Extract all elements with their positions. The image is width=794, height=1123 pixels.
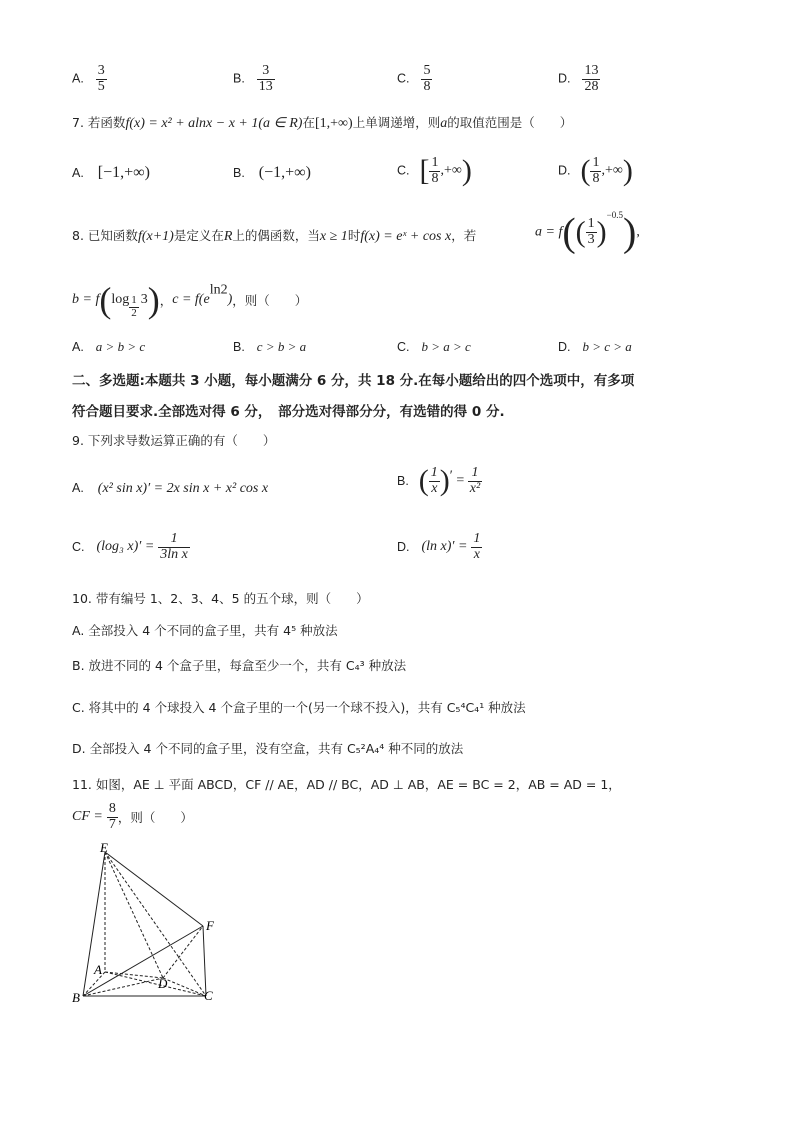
- log-base: $\frac{1}{2}$: [131, 293, 137, 319]
- edge-AC: [105, 972, 206, 996]
- q7-option-b[interactable]: B. (−1,+∞): [233, 164, 311, 181]
- q7-option-a[interactable]: A. [−1,+∞): [72, 164, 150, 181]
- edge-DF: [163, 926, 203, 978]
- section-heading-line1: 二、多选题:本题共 3 小题，每小题满分 6 分，共 18 分.在每小题给出的四个选项中，有多项: [72, 373, 635, 389]
- option-label: B.: [233, 71, 245, 86]
- q10-option-a[interactable]: A. 全部投入 4 个不同的盒子里，共有 4⁵ 种放法: [72, 623, 338, 638]
- label-A: A: [94, 962, 102, 977]
- label-C: C: [204, 988, 213, 1003]
- fraction: $\frac{1}{x}$: [473, 531, 481, 562]
- q10-option-b[interactable]: B. 放进不同的 4 个盒子里，每盒至少一个，共有 C₄³ 种放法: [72, 658, 407, 673]
- q11-stem: 11. 如图，AE ⊥ 平面 ABCD，CF // AE，AD // BC，AD ⊥ AB，AE = BC = 2，AB = AD = 1，: [72, 777, 621, 792]
- edge-BF: [83, 926, 203, 996]
- q8-a-definition: a = f(( $\frac{1}{3}$ )$^{-0.5}$),: [535, 209, 640, 255]
- q9-option-b[interactable]: B. ( $\frac{1}{x}$ )′ = $\frac{1}{\text{x²}}$: [397, 464, 481, 498]
- edge-BD: [83, 978, 163, 996]
- fraction: $\frac{1}{8}$: [592, 155, 600, 186]
- q6-option-a[interactable]: [72, 64, 107, 94]
- q8-stem-line1: 8. 已知函数f(x+1)是定义在R上的偶函数，当x ≥ 1时f(x) = eˣ + cos x，若: [72, 228, 477, 244]
- q8-stem-line2: b = f(log $\frac{1}{2}$ 3)，$c = f(e^{ln2})$，则（ ）: [72, 280, 308, 320]
- q9-option-d[interactable]: D. (ln x)′ = $\frac{1}{x}$: [397, 531, 481, 562]
- fraction: $\frac{1}{x}$: [430, 465, 438, 496]
- fraction: $\frac{5}{8}$: [423, 63, 431, 94]
- q10-option-c[interactable]: C. 将其中的 4 个球投入 4 个盒子里的一个(另一个球不投入)，共有 C₅⁴C₄¹ 种放法: [72, 700, 526, 715]
- q9-option-a[interactable]: A. (x² sin x)′ = 2x sin x + x² cos x: [72, 481, 269, 496]
- fraction: $\frac{1}{3}$: [587, 216, 595, 247]
- edge-EF: [105, 852, 203, 926]
- q8-option-b[interactable]: B. c > b > a: [233, 339, 307, 354]
- q10-stem: 10. 带有编号 1、2、3、4、5 的五个球，则（ ）: [72, 591, 369, 606]
- label-F: F: [206, 918, 214, 933]
- option-label: A.: [72, 71, 84, 86]
- label-E: E: [100, 840, 108, 855]
- option-label: D.: [558, 71, 571, 86]
- q7-option-c[interactable]: C. [ $\frac{1}{8}$ ,+∞): [397, 154, 472, 188]
- geometry-figure: [68, 840, 228, 1010]
- function-expression: f(x) = x² + alnx − x + 1(a ∈ R): [125, 116, 303, 131]
- q9-stem: 9. 下列求导数运算正确的有（ ）: [72, 433, 276, 448]
- fraction: $\frac{1}{\text{3ln x}}$: [160, 531, 188, 562]
- fraction: $\frac{1}{\text{x²}}$: [469, 465, 481, 496]
- fraction: $\frac{8}{7}$: [108, 801, 116, 832]
- q10-option-d[interactable]: D. 全部投入 4 个不同的盒子里，没有空盒，共有 C₅²A₄⁴ 种不同的放法: [72, 741, 464, 756]
- label-B: B: [72, 990, 80, 1005]
- fraction: $\frac{1}{8}$: [431, 155, 439, 186]
- edge-ED: [105, 852, 163, 978]
- q8-option-c[interactable]: C. b > a > c: [397, 339, 471, 354]
- edge-AD: [105, 972, 163, 978]
- interval: [1,+∞): [314, 116, 353, 131]
- q11-cf-line: CF = $\frac{8}{7}$ ，则（ ）: [72, 801, 193, 832]
- q7-option-d[interactable]: D. ( $\frac{1}{8}$ ,+∞): [558, 154, 633, 188]
- q9-option-c[interactable]: C. (log₃ x)′ = $\frac{1}{\text{3ln x}}$: [72, 531, 188, 562]
- q6-option-b[interactable]: [233, 64, 275, 94]
- fraction: $\frac{13}{28}$: [584, 63, 599, 94]
- section-heading-line2: 符合题目要求.全部选对得 6 分， 部分选对得部分分，有选错的得 0 分.: [72, 404, 505, 420]
- q6-option-d[interactable]: [558, 64, 600, 94]
- q8-option-a[interactable]: A. a > b > c: [72, 339, 146, 354]
- q7-stem: 7. 若函数f(x) = x² + alnx − x + 1(a ∈ R)在[1,+∞)上单调递增，则a的取值范围是（ ）: [72, 115, 573, 131]
- q8-option-d[interactable]: D. b > c > a: [558, 339, 632, 354]
- fraction: $\frac{3}{13}$: [258, 63, 273, 94]
- q6-option-c[interactable]: [397, 64, 432, 94]
- label-D: D: [158, 976, 168, 991]
- fraction: $\frac{3}{5}$: [97, 63, 105, 94]
- edge-FC: [203, 926, 206, 996]
- option-label: C.: [397, 71, 410, 86]
